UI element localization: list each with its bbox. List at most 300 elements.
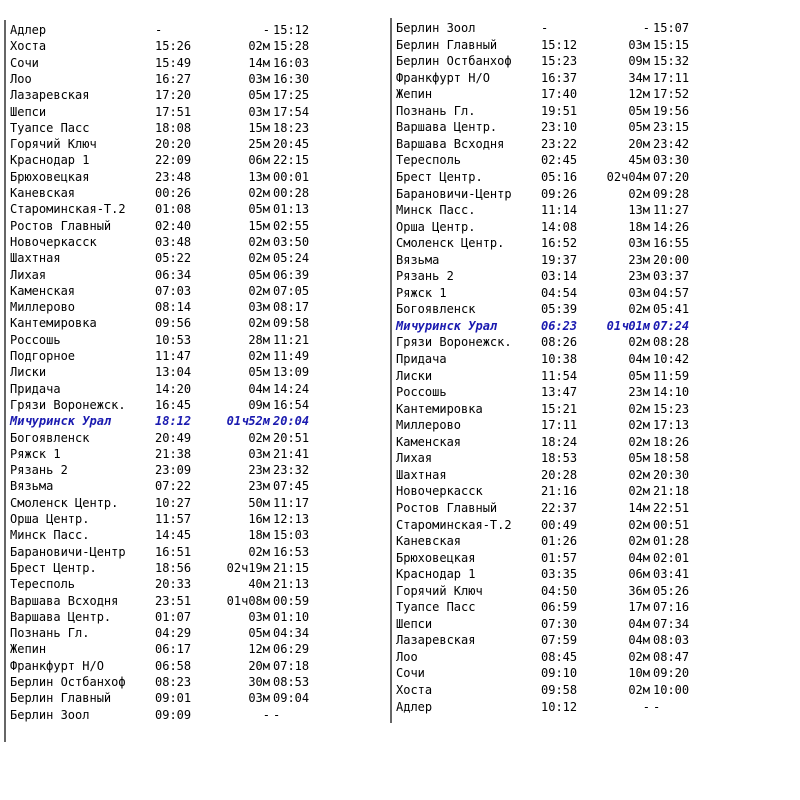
station-name: Мичуринск Урал bbox=[10, 414, 112, 429]
departure-time: 03:41 bbox=[653, 567, 690, 582]
station-name: Барановичи-Центр bbox=[396, 186, 512, 201]
timetable-row bbox=[396, 285, 716, 301]
station-name: Каневская bbox=[396, 534, 462, 549]
station-name: Каменская bbox=[10, 283, 76, 298]
stop-duration: - bbox=[262, 707, 270, 722]
timetable-row bbox=[10, 478, 330, 494]
departure-time: 20:00 bbox=[653, 252, 690, 267]
station-name: Новочеркасск bbox=[396, 484, 483, 499]
station-name: Тересполь bbox=[10, 577, 76, 592]
timetable-row bbox=[10, 104, 330, 120]
arrival-time: 10:12 bbox=[541, 699, 578, 714]
timetable-row bbox=[10, 462, 330, 478]
departure-time: 21:13 bbox=[273, 577, 310, 592]
arrival-time: 15:21 bbox=[541, 401, 578, 416]
stop-duration: - bbox=[642, 21, 650, 35]
timetable-row bbox=[396, 86, 716, 102]
station-name: Смоленск Центр. bbox=[10, 495, 119, 510]
departure-time: 21:18 bbox=[653, 484, 690, 499]
right-table-divider bbox=[390, 18, 392, 723]
station-name: Варшава Центр. bbox=[396, 120, 498, 135]
left-table-divider bbox=[4, 20, 6, 742]
stop-duration: 13м bbox=[248, 169, 270, 184]
departure-time: 13:09 bbox=[273, 365, 310, 380]
departure-time: 00:28 bbox=[273, 186, 310, 200]
timetable-row bbox=[10, 218, 330, 234]
station-name: Жепин bbox=[396, 87, 433, 102]
departure-time: 04:34 bbox=[273, 626, 310, 641]
timetable-row bbox=[10, 690, 330, 706]
timetable-row bbox=[10, 332, 330, 348]
timetable-row bbox=[10, 234, 330, 250]
timetable-row bbox=[10, 593, 330, 609]
timetable-row bbox=[10, 413, 330, 429]
station-name: Староминская-Т.2 bbox=[396, 517, 512, 532]
departure-time: 12:13 bbox=[273, 512, 310, 526]
timetable-row bbox=[396, 384, 716, 400]
stop-duration: 16м bbox=[248, 512, 270, 526]
timetable-row bbox=[10, 674, 330, 690]
station-name: Придача bbox=[10, 381, 61, 396]
stop-duration: 50м bbox=[248, 495, 270, 510]
stop-duration: 02м bbox=[248, 251, 270, 266]
departure-time: 23:32 bbox=[273, 463, 310, 478]
station-name: Ряжск 1 bbox=[396, 285, 447, 300]
stop-duration: 25м bbox=[248, 137, 270, 152]
departure-time: 19:56 bbox=[653, 103, 690, 118]
departure-time: 07:18 bbox=[273, 658, 310, 673]
arrival-time: 23:10 bbox=[541, 120, 578, 135]
stop-duration: 02м bbox=[628, 467, 650, 482]
station-name: Россошь bbox=[396, 385, 447, 400]
timetable-row bbox=[396, 152, 716, 168]
stop-duration: 05м bbox=[248, 626, 270, 641]
station-name: Каневская bbox=[10, 186, 76, 200]
station-name: Вязьма bbox=[396, 252, 440, 267]
stop-duration: 17м bbox=[628, 600, 650, 615]
stop-duration: 03м bbox=[248, 71, 270, 86]
station-name: Придача bbox=[396, 352, 447, 366]
station-name: Жепин bbox=[10, 642, 47, 657]
timetable-row bbox=[396, 318, 716, 334]
station-name: Ростов Главный bbox=[396, 500, 498, 515]
station-name: Вязьма bbox=[10, 479, 54, 494]
arrival-time: 17:11 bbox=[541, 418, 578, 433]
station-name: Грязи Воронежск. bbox=[10, 397, 126, 412]
arrival-time: 07:22 bbox=[155, 479, 192, 494]
stop-duration: 03м bbox=[628, 285, 650, 300]
station-name: Миллерово bbox=[10, 300, 76, 315]
arrival-time: 23:51 bbox=[155, 593, 192, 608]
stop-duration: 02м bbox=[628, 401, 650, 416]
departure-time: 07:45 bbox=[273, 479, 310, 494]
departure-time: - bbox=[273, 707, 281, 722]
arrival-time: 03:35 bbox=[541, 567, 578, 582]
stop-duration: 05м bbox=[628, 103, 650, 118]
arrival-time: 19:51 bbox=[541, 103, 578, 118]
arrival-time: 15:49 bbox=[155, 55, 192, 70]
timetable-row bbox=[396, 53, 716, 69]
departure-time: 06:29 bbox=[273, 642, 310, 657]
stop-duration: 03м bbox=[628, 236, 650, 251]
departure-time: - bbox=[653, 699, 661, 714]
arrival-time: 13:47 bbox=[541, 385, 578, 400]
stop-duration: - bbox=[262, 23, 270, 37]
departure-time: 11:21 bbox=[273, 332, 310, 347]
station-name: Горячий Ключ bbox=[396, 583, 483, 598]
departure-time: 03:37 bbox=[653, 269, 690, 284]
stop-duration: 02м bbox=[628, 186, 650, 201]
timetable-row bbox=[396, 649, 716, 665]
stop-duration: 02м bbox=[248, 283, 270, 298]
timetable-row bbox=[396, 301, 716, 317]
departure-time: 20:51 bbox=[273, 430, 310, 445]
station-name: Ростов Главный bbox=[10, 218, 112, 233]
arrival-time: 19:37 bbox=[541, 252, 578, 267]
station-name: Лихая bbox=[10, 267, 47, 282]
stop-duration: 05м bbox=[248, 267, 270, 282]
stop-duration: 04м bbox=[628, 616, 650, 631]
station-name: Познань Гл. bbox=[396, 103, 476, 118]
timetable-row bbox=[10, 348, 330, 364]
departure-time: 07:20 bbox=[653, 169, 690, 184]
departure-time: 16:53 bbox=[273, 544, 310, 559]
stop-duration: 02м bbox=[248, 316, 270, 331]
arrival-time: 22:09 bbox=[155, 153, 192, 168]
station-name: Туапсе Пасс bbox=[396, 600, 476, 615]
departure-time: 11:49 bbox=[273, 349, 310, 363]
station-name: Грязи Воронежск. bbox=[396, 335, 512, 350]
station-name: Рязань 2 bbox=[10, 463, 68, 478]
station-name: Варшава Всходня bbox=[396, 136, 505, 151]
stop-duration: 02м bbox=[248, 544, 270, 559]
station-name: Рязань 2 bbox=[396, 269, 454, 284]
station-name: Подгорное bbox=[10, 349, 76, 363]
stop-duration: 10м bbox=[628, 666, 650, 681]
arrival-time: 07:03 bbox=[155, 283, 192, 298]
station-name: Брюховецкая bbox=[10, 169, 90, 184]
station-name: Шепси bbox=[10, 104, 47, 119]
stop-duration: 03м bbox=[248, 446, 270, 461]
departure-time: 18:26 bbox=[653, 434, 690, 449]
arrival-time: 11:57 bbox=[155, 512, 192, 526]
departure-time: 17:52 bbox=[653, 87, 690, 102]
timetable-row bbox=[10, 544, 330, 560]
stop-duration: 03м bbox=[248, 104, 270, 119]
departure-time: 03:30 bbox=[653, 153, 690, 168]
arrival-time: 20:33 bbox=[155, 577, 192, 592]
timetable-row bbox=[10, 22, 330, 38]
station-name: Мичуринск Урал bbox=[396, 318, 498, 333]
station-name: Берлин Зоол bbox=[396, 21, 476, 35]
stop-duration: 18м bbox=[628, 219, 650, 234]
timetable-row bbox=[396, 583, 716, 599]
station-name: Россошь bbox=[10, 332, 61, 347]
departure-time: 15:15 bbox=[653, 37, 690, 52]
departure-time: 04:57 bbox=[653, 285, 690, 300]
arrival-time: 01:07 bbox=[155, 609, 192, 624]
stop-duration: 18м bbox=[248, 528, 270, 543]
departure-time: 11:27 bbox=[653, 203, 690, 218]
arrival-time: 06:59 bbox=[541, 600, 578, 615]
station-name: Туапсе Пасс bbox=[10, 120, 90, 135]
stop-duration: 05м bbox=[248, 88, 270, 103]
arrival-time: 16:52 bbox=[541, 236, 578, 251]
departure-time: 07:24 bbox=[653, 318, 690, 333]
timetable-row bbox=[10, 201, 330, 217]
arrival-time: 10:27 bbox=[155, 495, 192, 510]
arrival-time: 13:04 bbox=[155, 365, 192, 380]
station-name: Сочи bbox=[396, 666, 425, 681]
stop-duration: 02м bbox=[628, 534, 650, 549]
departure-time: 08:03 bbox=[653, 633, 690, 648]
timetable-row bbox=[10, 625, 330, 641]
timetable-row bbox=[396, 682, 716, 698]
arrival-time: 20:49 bbox=[155, 430, 192, 445]
stop-duration: 34м bbox=[628, 70, 650, 85]
station-name: Познань Гл. bbox=[10, 626, 90, 641]
departure-time: 05:41 bbox=[653, 302, 690, 317]
timetable-row bbox=[10, 658, 330, 674]
departure-time: 18:23 bbox=[273, 120, 310, 135]
departure-time: 14:24 bbox=[273, 381, 310, 396]
arrival-time: 23:48 bbox=[155, 169, 192, 184]
station-name: Лиски bbox=[10, 365, 47, 380]
arrival-time: 18:12 bbox=[155, 414, 192, 429]
timetable-row bbox=[396, 169, 716, 185]
station-name: Шепси bbox=[396, 616, 433, 631]
arrival-time: 11:47 bbox=[155, 349, 192, 363]
arrival-time: 05:22 bbox=[155, 251, 192, 266]
arrival-time: 09:58 bbox=[541, 683, 578, 697]
timetable-row bbox=[10, 283, 330, 299]
arrival-time: 05:39 bbox=[541, 302, 578, 317]
timetable-row bbox=[10, 446, 330, 462]
timetable-row bbox=[396, 599, 716, 615]
stop-duration: 09м bbox=[248, 397, 270, 412]
timetable-row bbox=[396, 252, 716, 268]
arrival-time: 02:45 bbox=[541, 153, 578, 168]
departure-time: 00:01 bbox=[273, 169, 310, 184]
station-name: Богоявленск bbox=[396, 302, 476, 317]
timetable-row bbox=[396, 37, 716, 53]
station-name: Адлер bbox=[396, 699, 433, 714]
station-name: Хоста bbox=[396, 683, 433, 697]
arrival-time: 16:45 bbox=[155, 397, 192, 412]
station-name: Сочи bbox=[10, 55, 39, 70]
stop-duration: - bbox=[642, 699, 650, 714]
stop-duration: 02м bbox=[628, 335, 650, 350]
departure-time: 09:28 bbox=[653, 186, 690, 201]
stop-duration: 20м bbox=[248, 658, 270, 673]
departure-time: 17:54 bbox=[273, 104, 310, 119]
arrival-time: 14:20 bbox=[155, 381, 192, 396]
departure-time: 10:42 bbox=[653, 352, 690, 366]
stop-duration: 02м bbox=[628, 683, 650, 697]
station-name: Кантемировка bbox=[396, 401, 483, 416]
station-name: Берлин Остбанхоф bbox=[10, 675, 126, 689]
station-name: Лиски bbox=[396, 368, 433, 383]
stop-duration: 12м bbox=[248, 642, 270, 657]
timetable-row bbox=[10, 299, 330, 315]
stop-duration: 02м bbox=[628, 302, 650, 317]
arrival-time: 14:45 bbox=[155, 528, 192, 543]
stop-duration: 30м bbox=[248, 675, 270, 689]
arrival-time: 15:12 bbox=[541, 37, 578, 52]
arrival-time: 23:22 bbox=[541, 136, 578, 151]
stop-duration: 15м bbox=[248, 218, 270, 233]
station-name: Шахтная bbox=[10, 251, 61, 266]
arrival-time: 17:40 bbox=[541, 87, 578, 102]
departure-time: 07:16 bbox=[653, 600, 690, 615]
departure-time: 02:01 bbox=[653, 550, 690, 565]
arrival-time: 16:51 bbox=[155, 544, 192, 559]
timetable-row bbox=[10, 38, 330, 54]
arrival-time: 04:50 bbox=[541, 583, 578, 598]
departure-time: 16:30 bbox=[273, 71, 310, 86]
departure-time: 20:04 bbox=[273, 414, 310, 429]
arrival-time: 03:14 bbox=[541, 269, 578, 284]
arrival-time: 06:34 bbox=[155, 267, 192, 282]
departure-time: 16:55 bbox=[653, 236, 690, 251]
stop-duration: 02ч19м bbox=[226, 560, 270, 575]
stop-duration: 04м bbox=[628, 633, 650, 648]
timetable-row bbox=[10, 609, 330, 625]
stop-duration: 05м bbox=[628, 368, 650, 383]
station-name: Орша Центр. bbox=[396, 219, 476, 234]
departure-time: 00:59 bbox=[273, 593, 310, 608]
arrival-time: 01:26 bbox=[541, 534, 578, 549]
arrival-time: 04:29 bbox=[155, 626, 192, 641]
arrival-time: 18:53 bbox=[541, 451, 578, 466]
arrival-time: 18:08 bbox=[155, 120, 192, 135]
station-name: Новочеркасск bbox=[10, 234, 97, 249]
departure-time: 01:28 bbox=[653, 534, 690, 549]
timetable-row bbox=[396, 566, 716, 582]
timetable-row bbox=[10, 560, 330, 576]
station-name: Каменская bbox=[396, 434, 462, 449]
timetable-row bbox=[396, 517, 716, 533]
station-name: Варшава Центр. bbox=[10, 609, 112, 624]
departure-time: 01:10 bbox=[273, 609, 310, 624]
stop-duration: 01ч01м bbox=[606, 318, 650, 333]
station-name: Варшава Всходня bbox=[10, 593, 119, 608]
timetable-row bbox=[10, 381, 330, 397]
timetable-row bbox=[396, 467, 716, 483]
timetable-row bbox=[396, 186, 716, 202]
timetable-row bbox=[10, 169, 330, 185]
timetable-row bbox=[10, 120, 330, 136]
departure-time: 10:00 bbox=[653, 683, 690, 697]
stop-duration: 03м bbox=[248, 691, 270, 706]
timetable-row bbox=[396, 334, 716, 350]
arrival-time: 10:53 bbox=[155, 332, 192, 347]
timetable-row bbox=[396, 401, 716, 417]
station-name: Смоленск Центр. bbox=[396, 236, 505, 251]
station-name: Ряжск 1 bbox=[10, 446, 61, 461]
departure-time: 23:42 bbox=[653, 136, 690, 151]
stop-duration: 02м bbox=[248, 234, 270, 249]
stop-duration: 23м bbox=[248, 463, 270, 478]
stop-duration: 04м bbox=[248, 381, 270, 396]
arrival-time: 06:23 bbox=[541, 318, 578, 333]
timetable-row bbox=[396, 533, 716, 549]
stop-duration: 03м bbox=[248, 300, 270, 315]
departure-time: 17:13 bbox=[653, 418, 690, 433]
arrival-time: 21:38 bbox=[155, 446, 192, 461]
stop-duration: 01ч08м bbox=[226, 593, 270, 608]
stop-duration: 14м bbox=[628, 500, 650, 515]
station-name: Лихая bbox=[396, 451, 433, 466]
departure-time: 22:15 bbox=[273, 153, 310, 168]
timetable-row bbox=[10, 495, 330, 511]
arrival-time: 02:40 bbox=[155, 218, 192, 233]
arrival-time: - bbox=[541, 21, 549, 35]
timetable-row bbox=[396, 500, 716, 516]
arrival-time: 15:23 bbox=[541, 54, 578, 69]
departure-time: 20:30 bbox=[653, 467, 690, 482]
departure-time: 05:24 bbox=[273, 251, 310, 266]
timetable-row bbox=[396, 632, 716, 648]
timetable-row bbox=[10, 267, 330, 283]
timetable-row bbox=[10, 576, 330, 592]
stop-duration: 02м bbox=[248, 186, 270, 200]
station-name: Богоявленск bbox=[10, 430, 90, 445]
arrival-time: 07:59 bbox=[541, 633, 578, 648]
stop-duration: 02м bbox=[628, 418, 650, 433]
departure-time: 17:25 bbox=[273, 88, 310, 103]
arrival-time: 20:20 bbox=[155, 137, 192, 152]
timetable-row bbox=[396, 368, 716, 384]
timetable-row bbox=[396, 235, 716, 251]
stop-duration: 02м bbox=[628, 434, 650, 449]
departure-time: 21:41 bbox=[273, 446, 310, 461]
arrival-time: 20:28 bbox=[541, 467, 578, 482]
stop-duration: 02м bbox=[248, 39, 270, 54]
departure-time: 01:13 bbox=[273, 202, 310, 217]
arrival-time: 18:56 bbox=[155, 560, 192, 575]
arrival-time: 00:26 bbox=[155, 186, 192, 200]
departure-time: 16:54 bbox=[273, 397, 310, 412]
stop-duration: 02м bbox=[628, 484, 650, 499]
stop-duration: 05м bbox=[628, 451, 650, 466]
station-name: Берлин Зоол bbox=[10, 707, 90, 722]
departure-time: 08:53 bbox=[273, 675, 310, 689]
station-name: Лазаревская bbox=[10, 88, 90, 103]
timetable-row bbox=[396, 202, 716, 218]
timetable-row bbox=[10, 315, 330, 331]
stop-duration: 01ч52м bbox=[226, 414, 270, 429]
departure-time: 23:15 bbox=[653, 120, 690, 135]
arrival-time: 03:48 bbox=[155, 234, 192, 249]
arrival-time: 08:23 bbox=[155, 675, 192, 689]
arrival-time: 09:10 bbox=[541, 666, 578, 681]
stop-duration: 23м bbox=[628, 385, 650, 400]
arrival-time: 14:08 bbox=[541, 219, 578, 234]
station-name: Минск Пасс. bbox=[396, 203, 476, 218]
timetable-row bbox=[396, 616, 716, 632]
timetable-row bbox=[10, 527, 330, 543]
timetable-row bbox=[10, 397, 330, 413]
stop-duration: 05м bbox=[248, 202, 270, 217]
timetable-row bbox=[396, 665, 716, 681]
departure-time: 15:28 bbox=[273, 39, 310, 54]
station-name: Берлин Главный bbox=[396, 37, 498, 52]
station-name: Берлин Главный bbox=[10, 691, 112, 706]
arrival-time: 04:54 bbox=[541, 285, 578, 300]
arrival-time: 07:30 bbox=[541, 616, 578, 631]
arrival-time: 08:26 bbox=[541, 335, 578, 350]
